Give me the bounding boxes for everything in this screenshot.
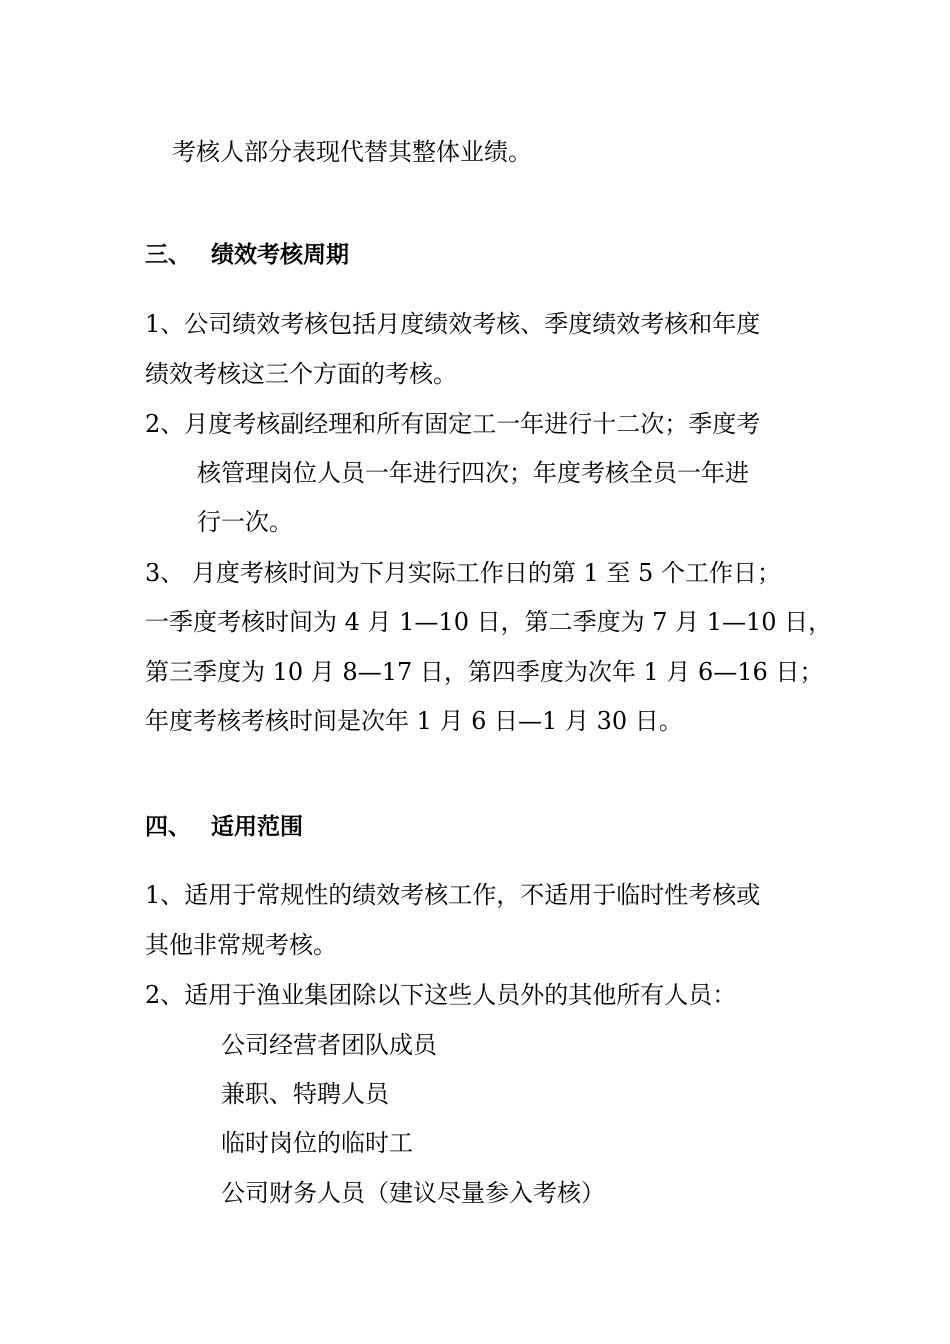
intro-line: 考核人部分表现代替其整体业绩。 [172,138,532,166]
list-item: 兼职、特聘人员 [221,1080,389,1108]
section-heading-3 [145,240,349,270]
paragraph-line: 2、适用于渔业集团除以下这些人员外的其他所有人员： [145,981,737,1009]
section-number: 三、 [145,242,191,268]
paragraph-line: 一季度考核时间为 4 月 1—10 日，第二季度为 7 月 1—10 日， [145,608,833,636]
section-title: 绩效考核周期 [211,242,349,268]
list-item: 公司经营者团队成员 [221,1031,437,1059]
paragraph-line: 3、 月度考核时间为下月实际工作日的第 1 至 5 个工作日； [145,559,781,587]
paragraph-line: 第三季度为 10 月 8—17 日，第四季度为次年 1 月 6—16 日； [145,658,824,686]
section-title: 适用范围 [211,814,303,840]
paragraph-line: 2、月度考核副经理和所有固定工一年进行十二次；季度考 [145,410,761,438]
section-heading-4 [145,812,303,842]
section-number: 四、 [145,814,191,840]
list-item: 临时岗位的临时工 [221,1129,413,1157]
paragraph-line: 年度考核考核时间是次年 1 月 6 日—1 月 30 日。 [145,707,683,735]
paragraph-line: 1、适用于常规性的绩效考核工作，不适用于临时性考核或 [145,881,761,909]
paragraph-line: 核管理岗位人员一年进行四次；年度考核全员一年进 [197,459,749,487]
paragraph-line: 1、公司绩效考核包括月度绩效考核、季度绩效考核和年度 [145,310,761,338]
paragraph-line: 行一次。 [197,508,293,536]
list-item: 公司财务人员（建议尽量参入考核） [221,1179,605,1207]
paragraph-line: 绩效考核这三个方面的考核。 [145,360,457,388]
paragraph-line: 其他非常规考核。 [145,931,337,959]
